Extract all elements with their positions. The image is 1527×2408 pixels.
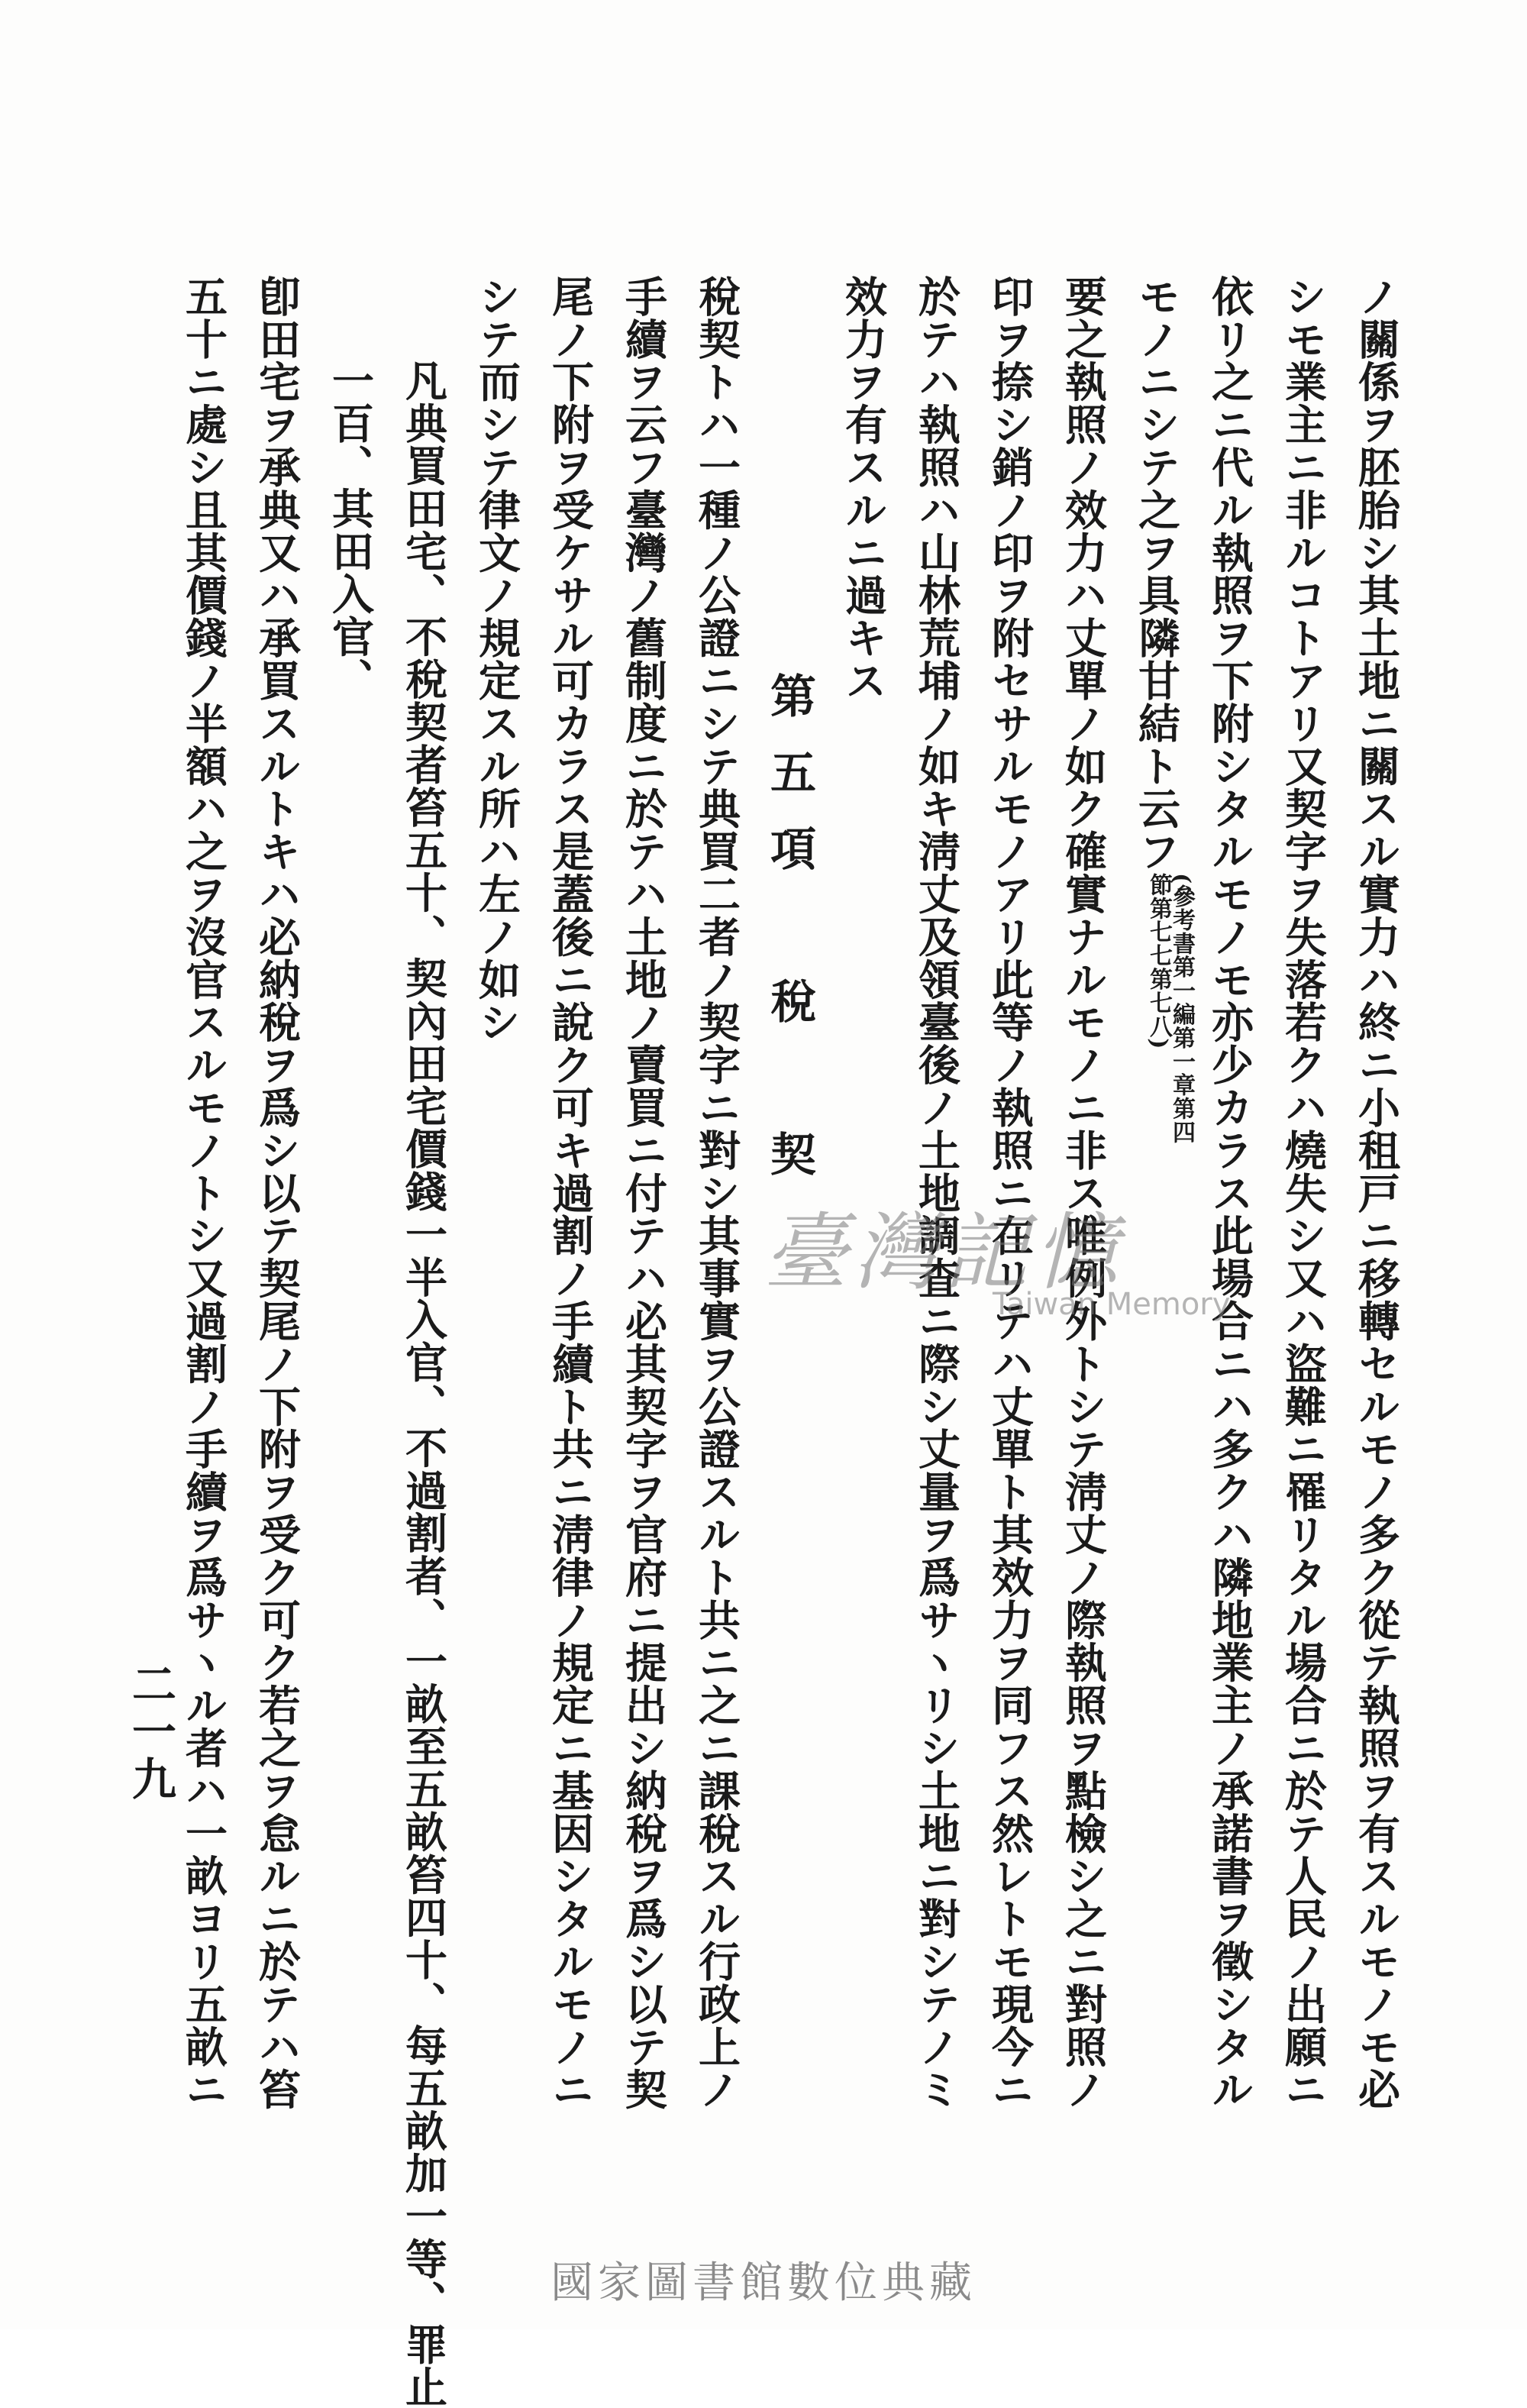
text-column: 於テハ執照ハ山林荒埔ノ如キ淸丈及領臺後ノ土地調査ニ際シ丈量ヲ爲サヽリシ土地ニ對シテノミ	[912, 275, 961, 2111]
text-column: 稅契トハ一種ノ公證ニシテ典買二者ノ契字ニ對シ其事實ヲ公證スルト共ニ之ニ課稅スル行政上ノ	[692, 275, 741, 2111]
watermark-latin: Taiwan Memory	[993, 1287, 1231, 1322]
text-column: 卽田宅ヲ承典又ハ承買スルトキハ必納稅ヲ爲シ以テ契尾ノ下附ヲ受ク可ク若之ヲ怠ルニ於テハ笞	[252, 275, 302, 2111]
quoted-law-column: 一百、其田入官、	[325, 359, 375, 701]
text-column: モノニシテ之ヲ具隣甘結ト云フ(參考書第一編第一章第四節第七七第七八)	[1119, 275, 1193, 2077]
text-column: 五十ニ處シ且其價錢ノ半額ハ之ヲ沒官スルモノトシ又過割ノ手續ヲ爲サヽル者ハ一畝ヨリ五畝ニ	[179, 275, 228, 2111]
watermark	[764, 1204, 1313, 1329]
page-number: 二一九	[124, 1661, 176, 1803]
footer-credit: 國家圖書館數位典藏	[550, 2258, 977, 2308]
text-column: シテ而シテ律文ノ規定スル所ハ左ノ如シ	[472, 275, 521, 1044]
text-column: ノ關係ヲ胚胎シ其土地ニ關スル實力ハ終ニ小租戸ニ移轉セルモノ多ク從テ執照ヲ有スルモノモ必	[1351, 275, 1401, 2111]
section-heading: 第五項 稅 契	[763, 672, 816, 1207]
text-column: 效力ヲ有スルニ過キス	[838, 275, 888, 702]
watermark-text: 臺灣記憶	[764, 1204, 1124, 1301]
quoted-law-column: 凡典買田宅、不稅契者笞五十、契內田宅價錢一半入官、不過割者、一畝至五畝笞四十、每五畝加一等、罪止	[399, 359, 448, 2408]
text-column: 依リ之ニ代ル執照ヲ下附シタルモノモ亦少カラス此場合ニハ多クハ隣地業主ノ承諾書ヲ徵シタル	[1205, 275, 1254, 2111]
reference-note: (參考書第一編第一章第四節第七七第七八)	[1145, 872, 1195, 1144]
text-column: 印ヲ捺シ銷ノ印ヲ附セサルモノアリ此等ノ執照ニ在リテハ丈單ト其效力ヲ同フス然レトモ現今ニ	[985, 275, 1035, 2111]
text-column: 尾ノ下附ヲ受ケサル可カラス是蓋後ニ說ク可キ過割ノ手續ト共ニ淸律ノ規定ニ基因シタルモノニ	[545, 275, 595, 2111]
text-column: シモ業主ニ非ルコトアリ又契字ヲ失落若クハ燒失シ又ハ盜難ニ罹リタル場合ニ於テ人民ノ出願ニ	[1278, 275, 1328, 2111]
text-column: 要之執照ノ效力ハ丈單ノ如ク確實ナルモノニ非ス唯例外トシテ淸丈ノ際執照ヲ點檢シ之ニ對照ノ	[1058, 275, 1108, 2111]
text-column: 手續ヲ云フ臺灣ノ舊制度ニ於テハ土地ノ賣買ニ付テハ必其契字ヲ官府ニ提出シ納稅ヲ爲シ以テ契	[618, 275, 668, 2111]
